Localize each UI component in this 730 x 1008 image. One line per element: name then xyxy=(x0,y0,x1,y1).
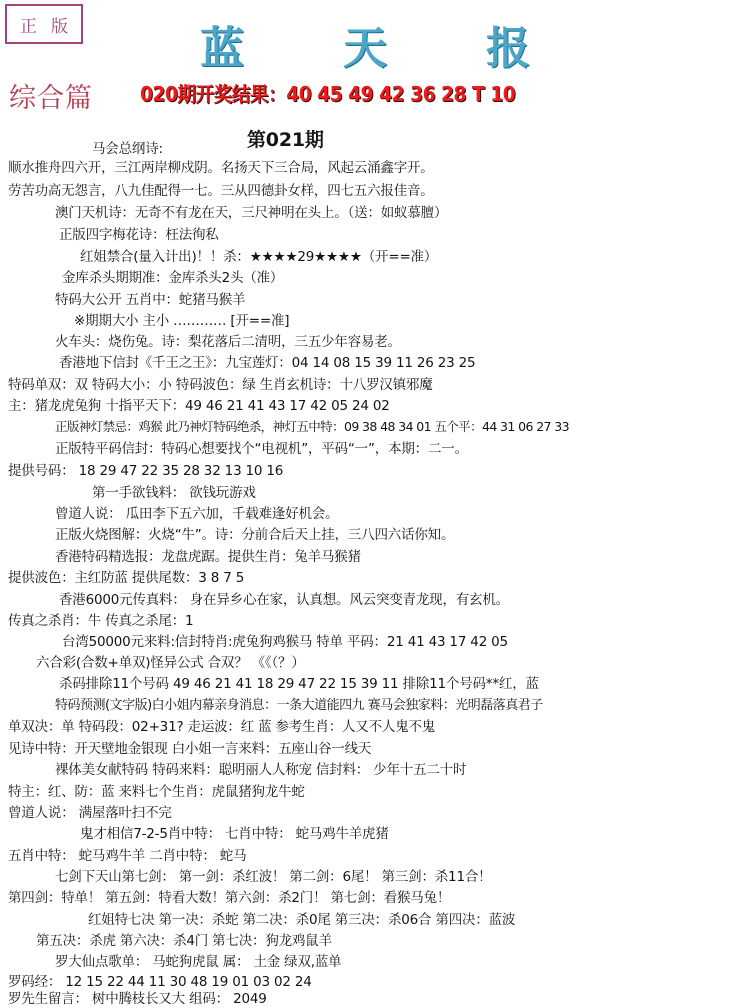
issue-number: 第021期 xyxy=(247,129,324,151)
text-line: 顺水推舟四六开，三江两岸柳戍阴。名扬天下三合局，风起云涌鑫字开。 xyxy=(8,160,434,176)
text-line: 第一手欲钱料： 欲钱玩游戏 xyxy=(92,485,256,501)
section-label: 综合篇 xyxy=(9,83,93,114)
text-line: 曾道人说： 瓜田李下五六加，千载难逢好机会。 xyxy=(55,506,339,522)
genuine-badge xyxy=(5,4,83,44)
draw-result: 020期开奖结果：40 45 49 42 36 28 T 10 xyxy=(140,82,516,106)
title-char: 天 xyxy=(343,23,387,74)
text-line: 正版特平码信封：特码心想要找个“电视机”，平码“一”，本期：二一。 xyxy=(55,441,468,457)
badge-char: 正 xyxy=(20,16,37,37)
text-line: 红姐特七决 第一决：杀蛇 第二决：杀0尾 第三决：杀06合 第四决：蓝波 xyxy=(88,912,516,928)
text-line: 六合彩(合数+单双)怪异公式 合双？ 《《（？） xyxy=(36,655,305,671)
newspaper-title xyxy=(200,14,530,74)
text-line: 金库杀头期期准：金库杀头2头（准） xyxy=(62,270,284,286)
text-line: 杀码排除11个号码 49 46 21 41 18 29 47 22 15 39 11 排除11个号码**红，蓝 xyxy=(59,676,539,692)
text-line: 特主：红、防：蓝 来料七个生肖：虎鼠猪狗龙牛蛇 xyxy=(8,784,305,800)
text-line: 七剑下天山第七剑： 第一剑：杀红波！ 第二剑：6尾！ 第三剑：杀11合！ xyxy=(55,869,492,885)
text-line: 见诗中特：开天壁地金银现 白小姐一言来料：五座山谷一线天 xyxy=(8,741,372,757)
text-line: 鬼才相信7-2-5肖中特： 七肖中特： 蛇马鸡牛羊虎猪 xyxy=(80,826,389,842)
text-line: 劳苦功高无怨言，八九佳配得一七。三从四德卦女样，四七五六报佳音。 xyxy=(8,183,434,199)
text-line: ※期期大小 主小 ………… [开==准] xyxy=(74,313,290,329)
text-line: 提供波色：主红防蓝 提供尾数：3 8 7 5 xyxy=(8,570,245,586)
text-line: 特码大公开 五肖中：蛇猪马猴羊 xyxy=(55,292,246,308)
text-line: 香港地下信封《千王之王》：九宝莲灯：04 14 08 15 39 11 26 23 25 xyxy=(59,355,476,371)
text-line: 第五决：杀虎 第六决：杀4门 第七决：狗龙鸡鼠羊 xyxy=(36,933,332,949)
text-line: 红姐禁合(量入计出)！！杀：★★★★29★★★★（开==准） xyxy=(80,249,438,265)
badge-char: 版 xyxy=(51,16,68,37)
title-char: 报 xyxy=(486,23,530,74)
text-line: 罗码经： 12 15 22 44 11 30 48 19 01 03 02 24 xyxy=(8,974,312,990)
text-line: 正版神灯禁忌：鸡猴 此乃神灯特码绝杀，神灯五中特：09 38 48 34 01 五个平：44 31 06 27 33 xyxy=(55,419,569,434)
text-line: 澳门天机诗：无奇不有龙在天，三尺神明在头上。（送：如蚁慕膻） xyxy=(55,205,448,221)
text-line: 罗大仙点歌单： 马蛇狗虎鼠 属： 土金 绿双,蓝单 xyxy=(55,954,342,970)
text-line: 第四剑：特单！ 第五剑：特看大数！第六剑：杀2门！ 第七剑：看猴马兔！ xyxy=(8,890,451,906)
text-line: 台湾50000元来料:信封特肖:虎兔狗鸡猴马 特单 平码：21 41 43 17 42 05 xyxy=(62,634,508,650)
text-line: 单双决：单 特码段：02+31? 走运波：红 蓝 参考生肖：人又不人鬼不鬼 xyxy=(8,719,436,735)
text-line: 特码预测(文字版)白小姐内幕亲身消息：一条大道能四九 赛马会独家料：光明磊落真君子 xyxy=(55,698,543,713)
text-line: 特码单双：双 特码大小：小 特码波色：绿 生肖玄机诗：十八罗汉镇邪魔 xyxy=(8,377,433,393)
text-line: 罗先生留言： 树中腾枝长又大 组码： 2049 xyxy=(8,991,267,1007)
text-line: 曾道人说： 满屋落叶扫不完 xyxy=(8,805,172,821)
text-line: 裸体美女献特码 特码来料：聪明丽人人称宠 信封料： 少年十五二十时 xyxy=(55,762,467,778)
text-line: 香港特码精选报：龙盘虎踞。提供生肖：兔羊马猴猪 xyxy=(55,549,361,565)
title-char: 蓝 xyxy=(200,23,244,74)
text-line: 正版四字梅花诗：枉法徇私 xyxy=(59,227,219,243)
text-line: 火车头：烧伤兔。诗：梨花落后二清明，三五少年容易老。 xyxy=(55,334,401,350)
text-line: 提供号码： 18 29 47 22 35 28 32 13 10 16 xyxy=(8,463,284,479)
text-line: 香港6000元传真料： 身在异乡心在家，认真想。风云突变青龙现，有玄机。 xyxy=(59,592,509,608)
text-line: 主：猪龙虎兔狗 十指平天下：49 46 21 41 43 17 42 05 24 02 xyxy=(8,398,390,414)
text-line: 正版火烧图解：火烧“牛”。诗：分前合后天上挂，三八四六话你知。 xyxy=(55,527,455,543)
text-line: 传真之杀肖：牛 传真之杀尾：1 xyxy=(8,613,194,629)
text-line: 五肖中特： 蛇马鸡牛羊 二肖中特： 蛇马 xyxy=(8,848,247,864)
text-line: 马会总纲诗: xyxy=(92,141,163,157)
